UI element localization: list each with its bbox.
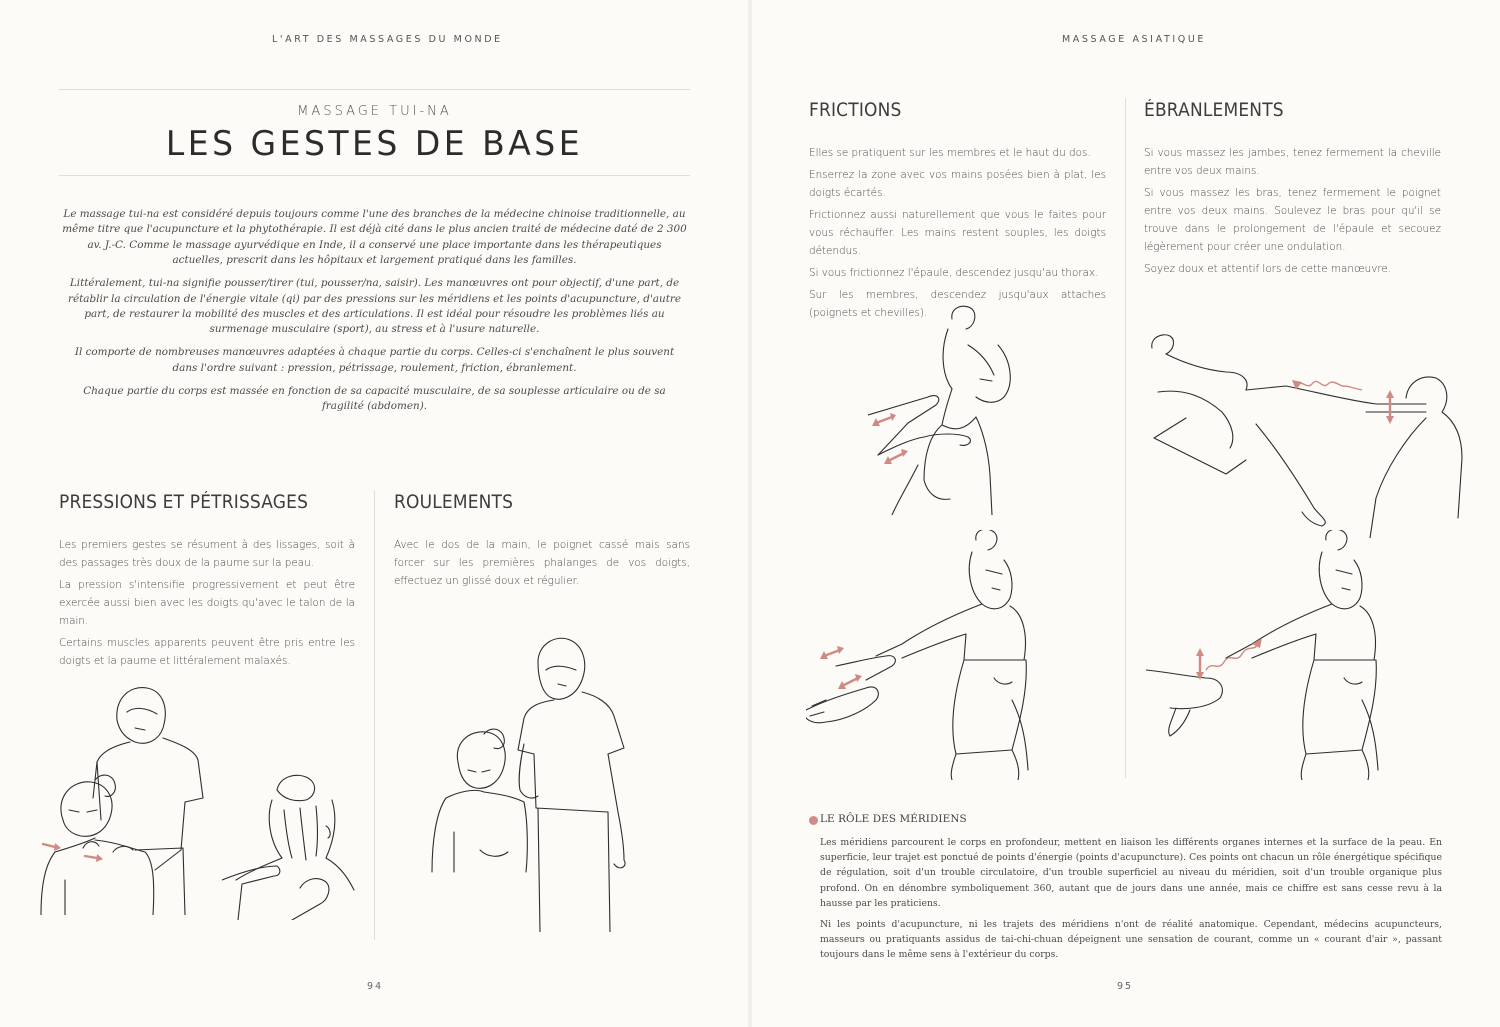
intro-paragraph: Le massage tui-na est considéré depuis toujours comme l'une des branches de la médecine chinoise traditionnelle, au même titre que l'acupuncture et la phytothérapie. Il est déjà cité dans le plus ancien traité de médecine daté de 2 300 av. J.-C. Comme le massage ayurvédique en Inde, il a conservé une place importante dans les thérapeutiques actuelles, prescrit dans les hôpitaux et largement pratiqué dans les familles. — [62, 208, 687, 267]
intro-text — [62, 207, 687, 422]
chapter-kicker: MASSAGE TUI-NA — [297, 104, 452, 119]
paragraph: Avec le dos de la main, le poignet cassé mais sans forcer sur les premières phalanges de vos doigts, effectuez un glissé doux et régulier. — [394, 539, 690, 587]
section-title-roulements: ROULEMENTS — [394, 492, 514, 513]
paragraph: Les premiers gestes se résument à des lissages, soit à des passages très doux de la paume sur la peau. — [59, 539, 355, 569]
sidebar-title: LE RÔLE DES MÉRIDIENS — [820, 813, 967, 825]
arm-shaking-drawing — [1146, 530, 1446, 780]
paragraph: Si vous massez les jambes, tenez fermement la cheville entre vos deux mains. — [1144, 147, 1441, 177]
running-head-left: L'ART DES MASSAGES DU MONDE — [272, 34, 503, 45]
intro-paragraph: Chaque partie du corps est massée en fonction de sa capacité musculaire, de sa souplesse articulaire ou de sa fragilité (abdomen). — [83, 384, 666, 412]
paragraph: Si vous frictionnez l'épaule, descendez jusqu'au thorax. — [809, 267, 1099, 279]
page-title: LES GESTES DE BASE — [165, 123, 584, 164]
column-divider — [374, 490, 375, 940]
intro-paragraph: Il comporte de nombreuses manœuvres adaptées à chaque partie du corps. Celles-ci s'enchaînent le plus souvent dans l'ordre suivant : pression, pétrissage, roulement, friction, ébranlement. — [74, 346, 675, 374]
section-body-ebranlements — [1144, 144, 1441, 282]
paragraph: Sur les membres, descendez jusqu'aux attaches (poignets et chevilles). — [809, 289, 1106, 319]
illustration-leg-shaking — [1146, 328, 1466, 538]
title-rule-bottom — [59, 175, 690, 176]
title-rule-top — [59, 89, 690, 90]
section-body-pressions — [59, 536, 355, 674]
illustration-neck-kneading — [222, 770, 357, 920]
illustration-pressure-massage — [35, 680, 225, 915]
arm-friction-drawing — [806, 530, 1061, 780]
paragraph: Soyez doux et attentif lors de cette manœuvre. — [1144, 263, 1392, 275]
paragraph: La pression s'intensifie progressivement et peut être exercée aussi bien avec les doigts qu'avec le talon de la main. — [59, 579, 355, 627]
section-body-frictions — [809, 144, 1106, 326]
running-head-right: MASSAGE ASIATIQUE — [1062, 34, 1206, 45]
intro-paragraph: Littéralement, tui-na signifie pousser/tirer (tui, pousser/na, saisir). Les manœuvres ont pour objectif, d'une part, de rétablir la circulation de l'énergie vitale (qi) par des pressions sur les méridiens et les points d'acupuncture, d'autre part, de restaurer la mobilité des muscles et des articulations. Il est idéal pour résoudre les problèmes liés au surmenage musculaire (sport), au stress et à l'usure naturelle. — [67, 277, 681, 336]
paragraph: Si vous massez les bras, tenez fermement le poignet entre vos deux mains. Soulevez le bras pour qu'il se trouve dans le prolongement de l'épaule et secouez légèrement pour créer une ondulation. — [1144, 187, 1441, 253]
rolling-drawing — [428, 632, 658, 932]
illustration-shoulder-friction — [868, 305, 1068, 515]
illustration-arm-shaking — [1146, 530, 1446, 780]
leg-shaking-drawing — [1146, 328, 1466, 538]
section-body-roulements — [394, 536, 690, 594]
page-number-right: 95 — [1117, 981, 1134, 992]
illustration-arm-friction — [806, 530, 1061, 780]
section-title-pressions: PRESSIONS ET PÉTRISSAGES — [59, 492, 309, 513]
neck-kneading-drawing — [222, 770, 357, 920]
sidebar-paragraph: Les méridiens parcourent le corps en profondeur, mettent en liaison les différents organes internes et la surface de la peau. En superficie, leur trajet est ponctué de points d'énergie (points d'acupuncture). Ces points ont chacun un rôle énergétique spécifique de régulation, soit d'un trouble circulatoire, d'un trouble superficiel au niveau du méridien, soit d'un trouble organique plus profond. On en dénombre symboliquement 360, autant que de jours dans une année, mais ce chiffre est sans cesse revu à la hausse par les praticiens. — [820, 837, 1442, 909]
section-title-frictions: FRICTIONS — [809, 100, 902, 121]
pressure-massage-drawing — [35, 680, 225, 915]
paragraph: Enserrez la zone avec vos mains posées bien à plat, les doigts écartés. — [809, 169, 1106, 199]
sidebar-body — [820, 835, 1442, 969]
shoulder-friction-drawing — [868, 305, 1068, 515]
paragraph: Elles se pratiquent sur les membres et le haut du dos. — [809, 147, 1091, 159]
paragraph: Frictionnez aussi naturellement que vous le faites pour vous réchauffer. Les mains restent souples, les doigts détendus. — [809, 209, 1106, 257]
paragraph: Certains muscles apparents peuvent être pris entre les doigts et la paume et littéralement malaxés. — [59, 637, 355, 667]
column-divider — [1125, 98, 1126, 778]
page-number-left: 94 — [367, 981, 384, 992]
section-title-ebranlements: ÉBRANLEMENTS — [1144, 100, 1284, 121]
right-page — [750, 0, 1500, 1027]
bullet-dot-icon — [809, 816, 818, 825]
sidebar-paragraph: Ni les points d'acupuncture, ni les trajets des méridiens n'ont de réalité anatomique. Cependant, médecins acupuncteurs, masseurs ou pratiquants assidus de tai-chi-chuan dépeignent une sensation de courant, comme un « courant d'air », passant toujours dans le même sens à l'extérieur du corps. — [820, 919, 1442, 961]
illustration-rolling — [428, 632, 658, 932]
